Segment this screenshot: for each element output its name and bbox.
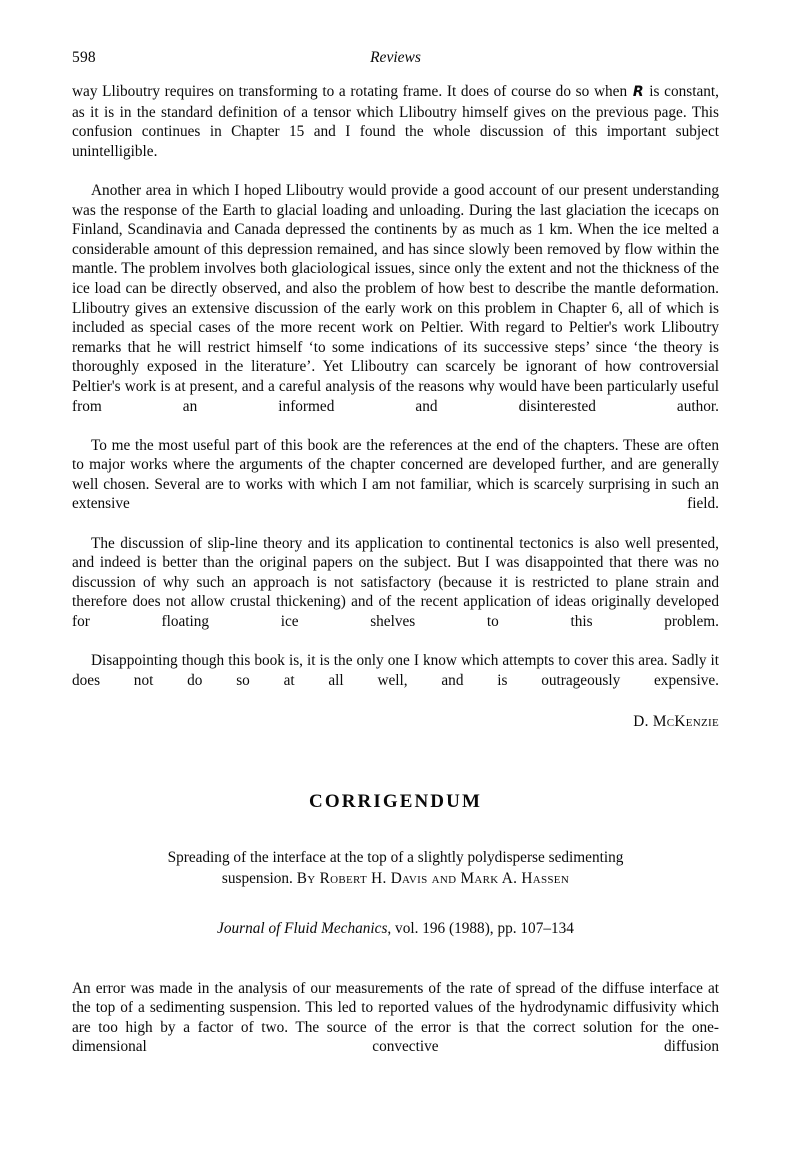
tensor-symbol-r: R <box>632 84 644 100</box>
review-paragraph-2: Another area in which I hoped Lliboutry would provide a good account of our present understanding was the response of the Earth to glacial loading and unloading. During the last glaciation the icecaps on Finland, Scandinavia and Canada depressed the continents by as much as 1 km. When the ice melted a considerable amount of this depression remained, and has since slowly been removed by flow within the mantle. The problem involves both glaciological issues, since only the extent and not the thickness of the ice load can be directly observed, and also the problem of how best to describe the mantle deformation. Lliboutry gives an extensive discussion of the early work on this problem in Chapter 6, all of which is included as special cases of the more recent work on Peltier. With regard to Peltier's work Lliboutry remarks that he will restrict himself ‘to some indications of its successive steps’ since ‘the theory is thoroughly exposed in the literature’. Yet Lliboutry can scarcely be ignorant of how controversial Peltier's work is at present, and a careful analysis of the reasons why would have been particularly useful from an informed and disinterested author. <box>72 181 719 415</box>
corrigendum-journal-reference <box>72 918 719 939</box>
paragraph-text-b: is constant, as it is in the standard definition of a tensor which Lliboutry himself gives on the previous page. This confusion continues in Chapter 15 and I found the whole discussion of this important subject unintelligible. <box>72 83 719 160</box>
review-paragraph-5: Disappointing though this book is, it is the only one I know which attempts to cover this area. Sadly it does not do so at all well, and is outrageously expensive. <box>72 652 719 689</box>
review-body <box>72 82 719 732</box>
article-title-line-1: Spreading of the interface at the top of a slightly polydisperse sedimenting <box>167 848 624 866</box>
article-title-tail: suspension. <box>221 869 297 887</box>
running-head-title: Reviews <box>370 49 421 66</box>
corrigendum-byline: By Robert H. Davis and Mark A. Hassen <box>296 869 570 887</box>
page-number: 598 <box>72 49 96 66</box>
review-paragraph-4: The discussion of slip-line theory and its application to continental tectonics is also well presented, and indeed is better than the original papers on the subject. But I was disappointed that there was no discussion of why such an approach is not satisfactory (because it is restricted to plane strain and therefore does not allow crustal thickening) and of the recent application of ideas originally developed for floating ice shelves to this problem. <box>72 534 719 631</box>
paragraph-text-a: way Lliboutry requires on transforming to a rotating frame. It does of course do so when <box>72 83 632 100</box>
article-title-line-2 <box>72 868 719 889</box>
journal-name: Journal of Fluid Mechanics <box>217 919 388 937</box>
review-paragraph-1 <box>72 82 719 181</box>
corrigendum-section <box>72 790 719 1077</box>
corrigendum-paragraph-1: An error was made in the analysis of our measurements of the rate of spread of the diffuse interface at the top of a sedimenting suspension. This led to reported values of the hydrodynamic diffusivity which are too high by a factor of two. The source of the error is that the correct solution for the one-dimensional convective diffusion <box>72 979 719 1056</box>
reviewer-signature: D. McKenzie <box>633 713 719 730</box>
corrigendum-heading: CORRIGENDUM <box>309 790 482 812</box>
journal-volume-pages: , vol. 196 (1988), pp. 107–134 <box>387 919 574 937</box>
running-head <box>72 48 719 72</box>
corrigendum-body <box>72 979 719 1077</box>
review-paragraph-3: To me the most useful part of this book are the references at the end of the chapters. These are often to major works where the arguments of the chapter concerned are developed further, and are generally well chosen. Several are to works with which I am not familiar, which is scarcely surprising in such an extensive field. <box>72 436 719 513</box>
corrigendum-article-title <box>72 847 719 889</box>
page-content-column <box>72 48 719 1077</box>
